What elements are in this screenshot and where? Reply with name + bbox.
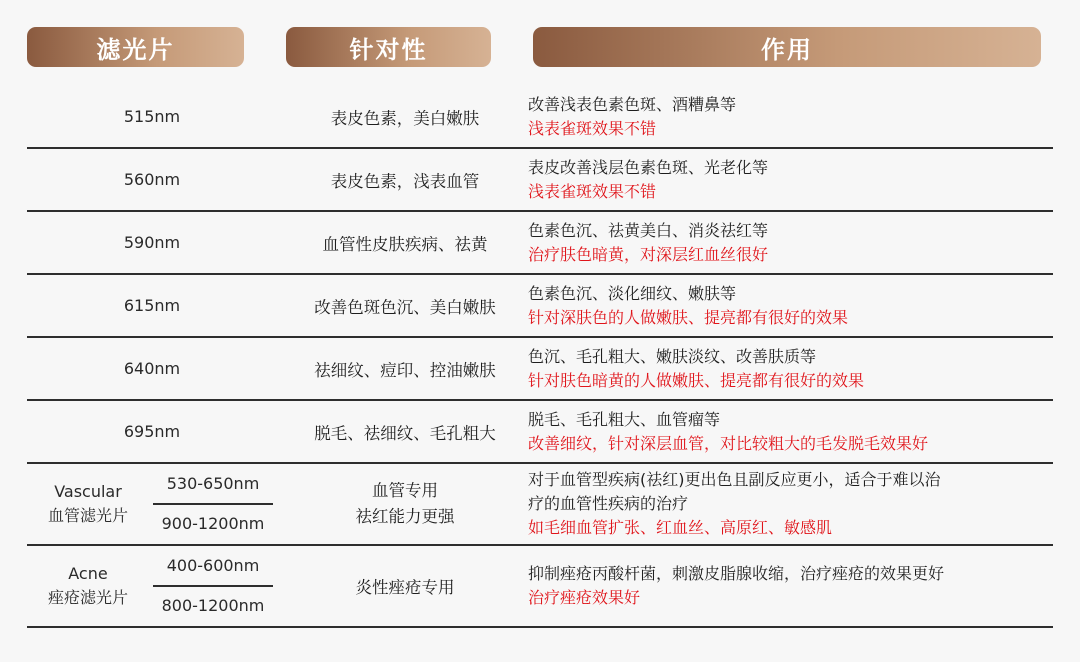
table-row-acne: [27, 546, 1053, 628]
effect-cell: [528, 212, 1053, 273]
effect-highlight: 针对肤色暗黄的人做嫩肤、提亮都有很好的效果: [528, 370, 865, 390]
filter-table: [27, 86, 1053, 628]
target-cell: [289, 464, 521, 544]
effect-highlight: 浅表雀斑效果不错: [528, 181, 657, 201]
table-row: [27, 86, 1053, 149]
effect-cell: [528, 86, 1053, 147]
filter-range-1: 530-650nm: [166, 474, 260, 493]
filter-name-cn: 血管滤光片: [47, 506, 128, 525]
header-target: 针对性: [286, 27, 491, 67]
effect-highlight: 治疗痤疮效果好: [528, 588, 641, 607]
effect-text: 疗的血管性疾病的治疗: [528, 494, 689, 513]
filter-wavelength: 695nm: [123, 422, 181, 441]
filter-ranges: [153, 546, 273, 626]
table-row: [27, 338, 1053, 401]
filter-wavelength: 640nm: [123, 359, 181, 378]
filter-name: [27, 546, 149, 626]
effect-cell: [528, 338, 1053, 399]
effect-highlight: 改善细纹，针对深层血管，对比较粗大的毛发脱毛效果好: [528, 433, 929, 453]
table-row: [27, 275, 1053, 338]
effect-highlight: 如毛细血管扩张、红血丝、高原红、敏感肌: [528, 518, 833, 537]
target-text: 脱毛、祛细纹、毛孔粗大: [314, 423, 496, 443]
effect-text: 对于血管型疾病(祛红)更出色且副反应更小，适合于难以治: [528, 470, 941, 489]
filter-range-2: 800-1200nm: [161, 596, 265, 615]
effect-highlight: 针对深肤色的人做嫩肤、提亮都有很好的效果: [528, 307, 849, 327]
effect-text: 脱毛、毛孔粗大、血管瘤等: [528, 409, 721, 429]
target-text: 血管性皮肤疾病、祛黄: [322, 234, 488, 254]
filter-range-1: 400-600nm: [166, 556, 260, 575]
effect-text: 色沉、毛孔粗大、嫩肤淡纹、改善肤质等: [528, 346, 817, 366]
table-row: [27, 401, 1053, 464]
effect-highlight: 治疗肤色暗黄，对深层红血丝很好: [528, 244, 769, 264]
effect-text: 表皮改善浅层色素色斑、光老化等: [528, 157, 769, 177]
target-text: 改善色斑色沉、美白嫩肤: [314, 297, 496, 317]
target-text: 血管专用: [372, 481, 438, 500]
range-divider: [153, 503, 273, 505]
header-filter: 滤光片: [27, 27, 244, 67]
filter-range-2: 900-1200nm: [161, 514, 265, 533]
filter-name-en: Vascular: [54, 482, 122, 501]
effect-text: 色素色沉、淡化细纹、嫩肤等: [528, 283, 737, 303]
table-row-vascular: [27, 464, 1053, 546]
filter-wavelength: 615nm: [123, 296, 181, 315]
target-text: 表皮色素，浅表血管: [330, 171, 480, 191]
effect-text: 色素色沉、祛黄美白、消炎祛红等: [528, 220, 769, 240]
effect-highlight: 浅表雀斑效果不错: [528, 118, 657, 138]
filter-name-cn: 痤疮滤光片: [47, 588, 128, 607]
effect-cell: [528, 149, 1053, 210]
filter-wavelength: 515nm: [123, 107, 181, 126]
target-text: 祛红能力更强: [355, 507, 455, 526]
effect-cell: [528, 546, 1053, 626]
table-row: [27, 212, 1053, 275]
effect-cell: [528, 401, 1053, 462]
effect-cell: [528, 464, 1053, 544]
filter-wavelength: 590nm: [123, 233, 181, 252]
effect-cell: [528, 275, 1053, 336]
effect-text: 抑制痤疮丙酸杆菌，刺激皮脂腺收缩，治疗痤疮的效果更好: [528, 564, 945, 583]
filter-name: [27, 464, 149, 544]
filter-wavelength: 560nm: [123, 170, 181, 189]
header-effect: 作用: [533, 27, 1041, 67]
target-text: 祛细纹、痘印、控油嫩肤: [314, 360, 496, 380]
target-text: 表皮色素，美白嫩肤: [330, 108, 480, 128]
range-divider: [153, 585, 273, 587]
target-text: 炎性痤疮专用: [355, 578, 455, 597]
filter-ranges: [153, 464, 273, 544]
table-row: [27, 149, 1053, 212]
filter-name-en: Acne: [68, 564, 108, 583]
effect-text: 改善浅表色素色斑、酒糟鼻等: [528, 94, 737, 114]
